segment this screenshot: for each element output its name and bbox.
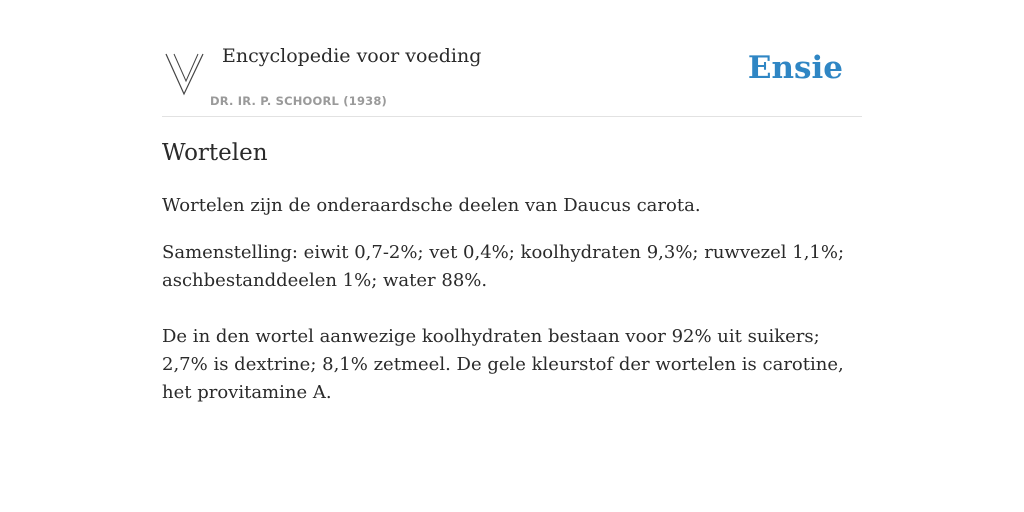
article-paragraph: Samenstelling: eiwit 0,7-2%; vet 0,4%; koolhydraten 9,3%; ruwvezel 1,1%; aschbestanddeelen 1%; water 88%.	[162, 242, 845, 291]
header	[162, 0, 862, 117]
article-title: Wortelen	[162, 140, 268, 166]
book-author: DR. IR. P. SCHOORL (1938)	[210, 94, 388, 108]
article-paragraph: Wortelen zijn de onderaardsche deelen van Daucus carota.	[162, 195, 701, 216]
article-paragraph: De in den wortel aanwezige koolhydraten bestaan voor 92% uit suikers; 2,7% is dextrine; 8,1% zetmeel. De gele kleurstof der wortelen is carotine, het provitamine A.	[162, 326, 844, 403]
book-title[interactable]: Encyclopedie voor voeding	[222, 45, 482, 67]
article-body	[162, 192, 862, 407]
page	[162, 0, 862, 512]
ensie-brand-link[interactable]: Ensie	[747, 50, 843, 86]
v-logo-icon[interactable]	[165, 48, 207, 96]
